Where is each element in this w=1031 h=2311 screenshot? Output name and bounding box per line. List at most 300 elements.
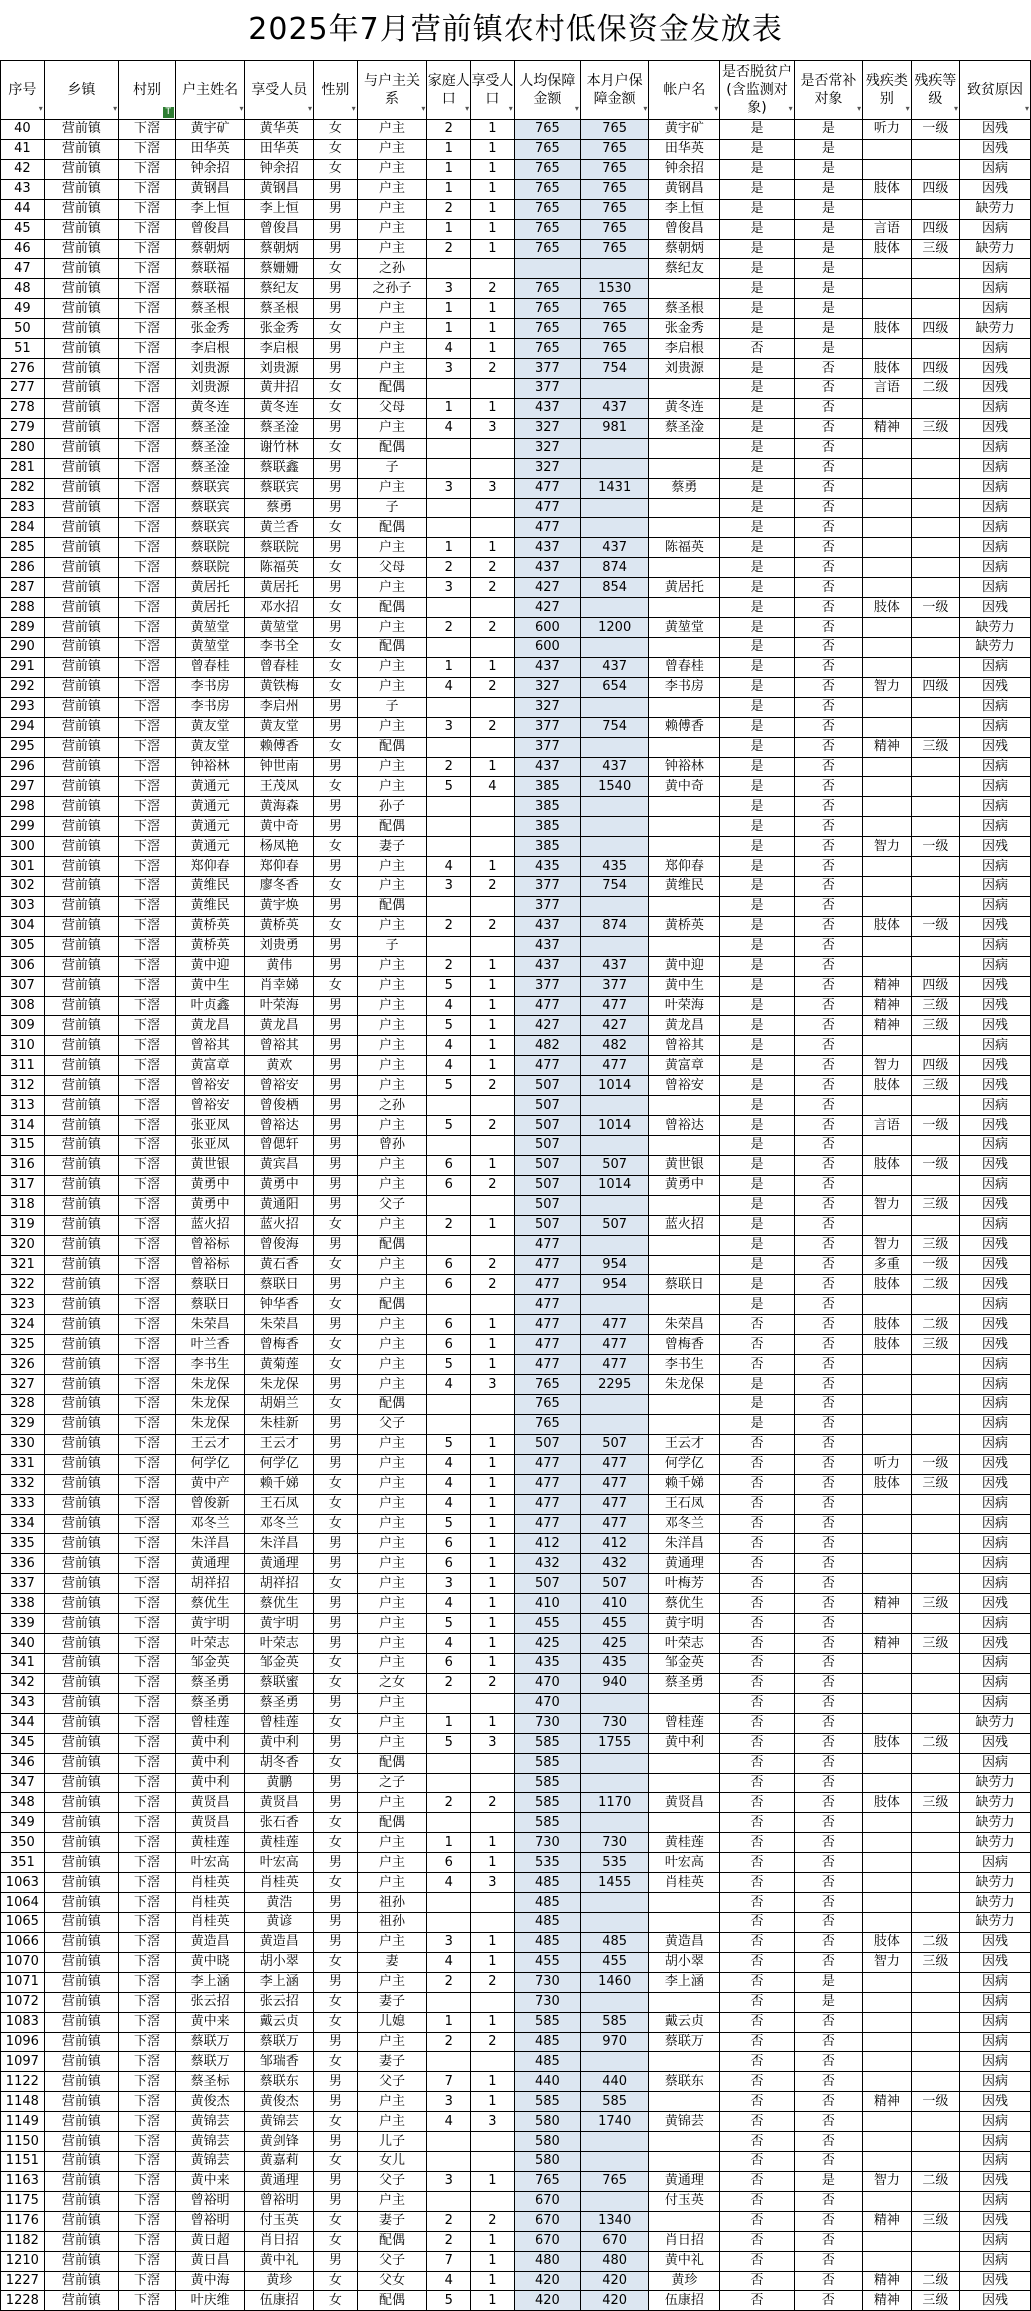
cell-householder[interactable]: 黄中利	[175, 1733, 245, 1753]
cell-gender[interactable]: 男	[313, 458, 357, 478]
cell-beneficiary[interactable]: 黄剑锋	[245, 2132, 314, 2152]
cell-gender[interactable]: 男	[313, 498, 357, 518]
cell-per-capita[interactable]: 765	[514, 199, 580, 219]
cell-relation[interactable]: 户主	[357, 478, 427, 498]
cell-seq[interactable]: 341	[1, 1653, 45, 1673]
cell-village[interactable]: 下滘	[119, 1713, 176, 1733]
cell-relation[interactable]: 户主	[357, 2191, 427, 2211]
cell-town[interactable]: 营前镇	[44, 1693, 118, 1713]
cell-relation[interactable]: 户主	[357, 1793, 427, 1813]
cell-disability-level[interactable]: 二级	[911, 378, 959, 398]
cell-account[interactable]: 蓝火招	[649, 1215, 720, 1235]
cell-cause[interactable]: 因残	[960, 1255, 1031, 1275]
cell-cause[interactable]: 因病	[960, 1673, 1031, 1693]
cell-gender[interactable]: 女	[313, 1295, 357, 1315]
cell-family-size[interactable]: 3	[427, 2171, 471, 2191]
cell-beneficiary[interactable]: 朱桂新	[245, 1414, 314, 1434]
cell-town[interactable]: 营前镇	[44, 916, 118, 936]
cell-cause[interactable]: 因残	[960, 1594, 1031, 1614]
cell-householder[interactable]: 李书生	[175, 1355, 245, 1375]
cell-per-capita[interactable]: 437	[514, 538, 580, 558]
cell-seq[interactable]: 330	[1, 1434, 45, 1454]
cell-household-amount[interactable]: 954	[580, 1275, 649, 1295]
cell-householder[interactable]: 黄维民	[175, 896, 245, 916]
cell-gender[interactable]: 男	[313, 817, 357, 837]
cell-per-capita[interactable]: 765	[514, 239, 580, 259]
cell-disability-level[interactable]	[911, 657, 959, 677]
cell-family-size[interactable]	[427, 1813, 471, 1833]
cell-account[interactable]: 黄中利	[649, 1733, 720, 1753]
cell-village[interactable]: 下滘	[119, 1315, 176, 1335]
cell-householder[interactable]: 蔡联福	[175, 259, 245, 279]
cell-cause[interactable]: 缺劳力	[960, 1713, 1031, 1733]
cell-beneficiary[interactable]: 黄中奇	[245, 817, 314, 837]
cell-account[interactable]	[649, 1235, 720, 1255]
cell-beneficiary-count[interactable]: 1	[471, 1833, 515, 1853]
cell-beneficiary-count[interactable]: 3	[471, 1733, 515, 1753]
cell-household-amount[interactable]: 455	[580, 1952, 649, 1972]
cell-per-capita[interactable]: 485	[514, 1873, 580, 1893]
cell-regular-subsidy[interactable]: 否	[794, 2291, 863, 2311]
cell-cause[interactable]: 因病	[960, 797, 1031, 817]
cell-account[interactable]	[649, 2132, 720, 2152]
cell-family-size[interactable]: 2	[427, 239, 471, 259]
cell-family-size[interactable]: 4	[427, 1594, 471, 1614]
col-header-beneficiary[interactable]: 享受人员 ▾	[245, 61, 314, 120]
col-header-disability-level[interactable]: 残疾等级 ▾	[911, 61, 959, 120]
cell-seq[interactable]: 281	[1, 458, 45, 478]
cell-disability-type[interactable]: 多重	[863, 1255, 911, 1275]
cell-town[interactable]: 营前镇	[44, 2132, 118, 2152]
cell-family-size[interactable]	[427, 2191, 471, 2211]
cell-account[interactable]	[649, 1992, 720, 2012]
cell-cause[interactable]: 因病	[960, 1753, 1031, 1773]
cell-disability-type[interactable]	[863, 817, 911, 837]
cell-per-capita[interactable]: 377	[514, 877, 580, 897]
cell-per-capita[interactable]: 507	[514, 1155, 580, 1175]
cell-seq[interactable]: 329	[1, 1414, 45, 1434]
cell-beneficiary-count[interactable]	[471, 438, 515, 458]
cell-householder[interactable]: 蔡圣勇	[175, 1693, 245, 1713]
cell-beneficiary-count[interactable]	[471, 1753, 515, 1773]
col-header-relation[interactable]: 与户主关系 ▾	[357, 61, 427, 120]
cell-household-amount[interactable]: 440	[580, 2072, 649, 2092]
cell-poverty-exit[interactable]: 否	[720, 2171, 794, 2191]
cell-family-size[interactable]: 3	[427, 877, 471, 897]
cell-householder[interactable]: 胡祥招	[175, 1574, 245, 1594]
cell-poverty-exit[interactable]: 是	[720, 498, 794, 518]
cell-disability-level[interactable]: 三级	[911, 2291, 959, 2311]
cell-family-size[interactable]	[427, 1096, 471, 1116]
cell-poverty-exit[interactable]: 否	[720, 1554, 794, 1574]
cell-family-size[interactable]: 4	[427, 418, 471, 438]
cell-disability-level[interactable]: 二级	[911, 2271, 959, 2291]
cell-gender[interactable]: 男	[313, 1972, 357, 1992]
cell-disability-type[interactable]: 智力	[863, 1195, 911, 1215]
cell-poverty-exit[interactable]: 否	[720, 1355, 794, 1375]
cell-disability-type[interactable]	[863, 1614, 911, 1634]
cell-beneficiary-count[interactable]: 2	[471, 1116, 515, 1136]
cell-gender[interactable]: 女	[313, 837, 357, 857]
cell-regular-subsidy[interactable]: 否	[794, 538, 863, 558]
cell-poverty-exit[interactable]: 否	[720, 2072, 794, 2092]
cell-beneficiary[interactable]: 张云招	[245, 1992, 314, 2012]
cell-household-amount[interactable]	[580, 1414, 649, 1434]
cell-beneficiary-count[interactable]: 1	[471, 1315, 515, 1335]
cell-per-capita[interactable]: 765	[514, 279, 580, 299]
cell-cause[interactable]: 因病	[960, 1036, 1031, 1056]
cell-beneficiary-count[interactable]: 3	[471, 478, 515, 498]
cell-town[interactable]: 营前镇	[44, 657, 118, 677]
cell-beneficiary[interactable]: 曾春桂	[245, 657, 314, 677]
cell-household-amount[interactable]: 765	[580, 319, 649, 339]
cell-village[interactable]: 下滘	[119, 398, 176, 418]
cell-disability-level[interactable]	[911, 697, 959, 717]
cell-disability-level[interactable]: 三级	[911, 239, 959, 259]
cell-relation[interactable]: 妻	[357, 1952, 427, 1972]
cell-family-size[interactable]	[427, 697, 471, 717]
cell-beneficiary-count[interactable]: 2	[471, 2211, 515, 2231]
cell-relation[interactable]: 户主	[357, 179, 427, 199]
cell-town[interactable]: 营前镇	[44, 1773, 118, 1793]
cell-gender[interactable]: 女	[313, 1215, 357, 1235]
cell-householder[interactable]: 黄中来	[175, 2012, 245, 2032]
cell-town[interactable]: 营前镇	[44, 1873, 118, 1893]
cell-beneficiary[interactable]: 王石凤	[245, 1494, 314, 1514]
cell-poverty-exit[interactable]: 否	[720, 1972, 794, 1992]
cell-cause[interactable]: 因病	[960, 1136, 1031, 1156]
cell-family-size[interactable]: 6	[427, 1853, 471, 1873]
cell-beneficiary[interactable]: 黄桂莲	[245, 1833, 314, 1853]
cell-per-capita[interactable]: 507	[514, 1574, 580, 1594]
cell-regular-subsidy[interactable]: 否	[794, 1255, 863, 1275]
cell-beneficiary[interactable]: 曾俊昌	[245, 219, 314, 239]
cell-cause[interactable]: 因残	[960, 139, 1031, 159]
cell-householder[interactable]: 黄堃堂	[175, 618, 245, 638]
cell-per-capita[interactable]: 327	[514, 677, 580, 697]
cell-poverty-exit[interactable]: 是	[720, 1016, 794, 1036]
cell-disability-type[interactable]	[863, 618, 911, 638]
cell-per-capita[interactable]: 377	[514, 976, 580, 996]
cell-poverty-exit[interactable]: 否	[720, 1833, 794, 1853]
cell-disability-level[interactable]: 二级	[911, 1733, 959, 1753]
cell-poverty-exit[interactable]: 否	[720, 1793, 794, 1813]
cell-disability-level[interactable]	[911, 259, 959, 279]
cell-account[interactable]	[649, 817, 720, 837]
cell-account[interactable]: 黄锦芸	[649, 2112, 720, 2132]
cell-disability-level[interactable]	[911, 1713, 959, 1733]
cell-regular-subsidy[interactable]: 否	[794, 956, 863, 976]
cell-cause[interactable]: 因残	[960, 1932, 1031, 1952]
cell-account[interactable]: 肖日招	[649, 2231, 720, 2251]
cell-beneficiary-count[interactable]: 2	[471, 677, 515, 697]
cell-householder[interactable]: 张金秀	[175, 319, 245, 339]
cell-regular-subsidy[interactable]: 否	[794, 697, 863, 717]
cell-householder[interactable]: 张亚凤	[175, 1136, 245, 1156]
cell-householder[interactable]: 黄锦芸	[175, 2132, 245, 2152]
cell-beneficiary[interactable]: 叶荣海	[245, 996, 314, 1016]
cell-relation[interactable]: 户主	[357, 996, 427, 1016]
cell-account[interactable]	[649, 1136, 720, 1156]
cell-disability-level[interactable]	[911, 1295, 959, 1315]
cell-beneficiary-count[interactable]	[471, 2132, 515, 2152]
cell-village[interactable]: 下滘	[119, 896, 176, 916]
cell-beneficiary-count[interactable]: 1	[471, 179, 515, 199]
cell-town[interactable]: 营前镇	[44, 2231, 118, 2251]
cell-account[interactable]: 曾春桂	[649, 657, 720, 677]
cell-disability-type[interactable]: 智力	[863, 1056, 911, 1076]
cell-beneficiary-count[interactable]: 4	[471, 777, 515, 797]
cell-account[interactable]: 胡小翠	[649, 1952, 720, 1972]
cell-household-amount[interactable]: 754	[580, 877, 649, 897]
cell-household-amount[interactable]: 535	[580, 1853, 649, 1873]
cell-disability-level[interactable]: 四级	[911, 179, 959, 199]
cell-beneficiary-count[interactable]: 2	[471, 359, 515, 379]
cell-disability-type[interactable]	[863, 1773, 911, 1793]
cell-village[interactable]: 下滘	[119, 1614, 176, 1634]
cell-seq[interactable]: 1097	[1, 2052, 45, 2072]
cell-per-capita[interactable]: 377	[514, 378, 580, 398]
cell-disability-level[interactable]	[911, 2072, 959, 2092]
cell-relation[interactable]: 户主	[357, 916, 427, 936]
cell-beneficiary[interactable]: 蔡圣根	[245, 299, 314, 319]
cell-seq[interactable]: 334	[1, 1514, 45, 1534]
cell-village[interactable]: 下滘	[119, 1275, 176, 1295]
cell-town[interactable]: 营前镇	[44, 598, 118, 618]
cell-beneficiary-count[interactable]: 1	[471, 1036, 515, 1056]
cell-regular-subsidy[interactable]: 否	[794, 1235, 863, 1255]
cell-gender[interactable]: 女	[313, 518, 357, 538]
cell-town[interactable]: 营前镇	[44, 637, 118, 657]
cell-cause[interactable]: 因病	[960, 697, 1031, 717]
cell-village[interactable]: 下滘	[119, 2052, 176, 2072]
cell-household-amount[interactable]: 480	[580, 2251, 649, 2271]
cell-household-amount[interactable]: 412	[580, 1534, 649, 1554]
cell-family-size[interactable]: 1	[427, 2012, 471, 2032]
cell-disability-type[interactable]: 肢体	[863, 1733, 911, 1753]
cell-householder[interactable]: 曾俊昌	[175, 219, 245, 239]
cell-gender[interactable]: 男	[313, 1893, 357, 1913]
cell-household-amount[interactable]: 874	[580, 916, 649, 936]
cell-cause[interactable]: 因病	[960, 458, 1031, 478]
cell-poverty-exit[interactable]: 是	[720, 657, 794, 677]
cell-disability-level[interactable]	[911, 1434, 959, 1454]
cell-gender[interactable]: 女	[313, 2231, 357, 2251]
cell-family-size[interactable]: 4	[427, 857, 471, 877]
cell-household-amount[interactable]: 437	[580, 757, 649, 777]
cell-beneficiary-count[interactable]: 2	[471, 1175, 515, 1195]
cell-account[interactable]: 邓冬兰	[649, 1514, 720, 1534]
cell-regular-subsidy[interactable]: 否	[794, 1036, 863, 1056]
cell-town[interactable]: 营前镇	[44, 2271, 118, 2291]
cell-disability-type[interactable]	[863, 1693, 911, 1713]
cell-gender[interactable]: 女	[313, 2291, 357, 2311]
cell-family-size[interactable]: 3	[427, 578, 471, 598]
cell-beneficiary-count[interactable]	[471, 2191, 515, 2211]
cell-beneficiary-count[interactable]: 1	[471, 956, 515, 976]
cell-account[interactable]	[649, 1893, 720, 1913]
cell-cause[interactable]: 因残	[960, 1952, 1031, 1972]
cell-household-amount[interactable]: 410	[580, 1594, 649, 1614]
cell-regular-subsidy[interactable]: 否	[794, 1514, 863, 1534]
cell-family-size[interactable]: 4	[427, 1375, 471, 1395]
cell-beneficiary[interactable]: 黄井招	[245, 378, 314, 398]
cell-gender[interactable]: 女	[313, 259, 357, 279]
cell-account[interactable]	[649, 518, 720, 538]
cell-cause[interactable]: 因病	[960, 1614, 1031, 1634]
cell-cause[interactable]: 因残	[960, 996, 1031, 1016]
cell-disability-level[interactable]	[911, 2132, 959, 2152]
cell-seq[interactable]: 1148	[1, 2092, 45, 2112]
cell-per-capita[interactable]: 477	[514, 1295, 580, 1315]
cell-disability-level[interactable]	[911, 1414, 959, 1434]
cell-village[interactable]: 下滘	[119, 1016, 176, 1036]
cell-disability-type[interactable]: 肢体	[863, 239, 911, 259]
cell-per-capita[interactable]: 765	[514, 120, 580, 140]
cell-cause[interactable]: 因病	[960, 578, 1031, 598]
cell-cause[interactable]: 因病	[960, 2251, 1031, 2271]
cell-beneficiary[interactable]: 戴云贞	[245, 2012, 314, 2032]
cell-beneficiary-count[interactable]: 1	[471, 2171, 515, 2191]
cell-village[interactable]: 下滘	[119, 916, 176, 936]
cell-disability-type[interactable]	[863, 1036, 911, 1056]
cell-village[interactable]: 下滘	[119, 1873, 176, 1893]
cell-family-size[interactable]: 4	[427, 2112, 471, 2132]
cell-cause[interactable]: 因病	[960, 1534, 1031, 1554]
cell-disability-level[interactable]	[911, 2112, 959, 2132]
cell-poverty-exit[interactable]: 否	[720, 2132, 794, 2152]
cell-regular-subsidy[interactable]: 否	[794, 1753, 863, 1773]
cell-per-capita[interactable]: 485	[514, 2032, 580, 2052]
cell-household-amount[interactable]: 477	[580, 996, 649, 1016]
cell-poverty-exit[interactable]: 否	[720, 1494, 794, 1514]
cell-regular-subsidy[interactable]: 否	[794, 1793, 863, 1813]
cell-regular-subsidy[interactable]: 否	[794, 777, 863, 797]
cell-family-size[interactable]: 4	[427, 1474, 471, 1494]
cell-account[interactable]	[649, 837, 720, 857]
cell-householder[interactable]: 蔡联宾	[175, 478, 245, 498]
cell-town[interactable]: 营前镇	[44, 2052, 118, 2072]
cell-household-amount[interactable]	[580, 1195, 649, 1215]
cell-cause[interactable]: 因残	[960, 598, 1031, 618]
cell-per-capita[interactable]: 765	[514, 339, 580, 359]
cell-per-capita[interactable]: 477	[514, 1255, 580, 1275]
cell-beneficiary-count[interactable]: 1	[471, 120, 515, 140]
cell-gender[interactable]: 女	[313, 637, 357, 657]
cell-householder[interactable]: 邓冬兰	[175, 1514, 245, 1534]
cell-poverty-exit[interactable]: 是	[720, 259, 794, 279]
cell-cause[interactable]: 因残	[960, 179, 1031, 199]
cell-account[interactable]: 黄宇矿	[649, 120, 720, 140]
cell-regular-subsidy[interactable]: 否	[794, 1375, 863, 1395]
cell-family-size[interactable]: 6	[427, 1155, 471, 1175]
cell-village[interactable]: 下滘	[119, 359, 176, 379]
cell-per-capita[interactable]: 485	[514, 1932, 580, 1952]
cell-seq[interactable]: 322	[1, 1275, 45, 1295]
cell-household-amount[interactable]: 765	[580, 239, 649, 259]
cell-seq[interactable]: 319	[1, 1215, 45, 1235]
cell-seq[interactable]: 289	[1, 618, 45, 638]
cell-relation[interactable]: 妻子	[357, 2211, 427, 2231]
cell-disability-level[interactable]	[911, 757, 959, 777]
cell-poverty-exit[interactable]: 否	[720, 1434, 794, 1454]
cell-gender[interactable]: 女	[313, 1952, 357, 1972]
cell-relation[interactable]: 户主	[357, 1614, 427, 1634]
cell-poverty-exit[interactable]: 否	[720, 1733, 794, 1753]
cell-householder[interactable]: 蓝火招	[175, 1215, 245, 1235]
cell-disability-type[interactable]	[863, 2112, 911, 2132]
cell-disability-level[interactable]	[911, 637, 959, 657]
cell-per-capita[interactable]: 765	[514, 1395, 580, 1415]
cell-account[interactable]: 邹金英	[649, 1653, 720, 1673]
cell-seq[interactable]: 303	[1, 896, 45, 916]
cell-poverty-exit[interactable]: 是	[720, 239, 794, 259]
cell-poverty-exit[interactable]: 是	[720, 797, 794, 817]
cell-disability-level[interactable]: 三级	[911, 1793, 959, 1813]
cell-relation[interactable]: 户主	[357, 1733, 427, 1753]
cell-poverty-exit[interactable]: 否	[720, 1893, 794, 1913]
cell-relation[interactable]: 户主	[357, 120, 427, 140]
cell-cause[interactable]: 因残	[960, 1315, 1031, 1335]
cell-disability-type[interactable]: 精神	[863, 2291, 911, 2311]
cell-gender[interactable]: 男	[313, 956, 357, 976]
cell-householder[interactable]: 叶荣志	[175, 1634, 245, 1654]
cell-disability-type[interactable]	[863, 697, 911, 717]
cell-cause[interactable]: 因残	[960, 1235, 1031, 1255]
cell-poverty-exit[interactable]: 是	[720, 817, 794, 837]
cell-householder[interactable]: 蔡联万	[175, 2052, 245, 2072]
cell-beneficiary[interactable]: 肖日招	[245, 2231, 314, 2251]
cell-per-capita[interactable]: 470	[514, 1693, 580, 1713]
cell-poverty-exit[interactable]: 是	[720, 1116, 794, 1136]
cell-town[interactable]: 营前镇	[44, 1295, 118, 1315]
cell-beneficiary[interactable]: 黄欢	[245, 1056, 314, 1076]
cell-seq[interactable]: 1083	[1, 2012, 45, 2032]
cell-beneficiary[interactable]: 赖千娣	[245, 1474, 314, 1494]
cell-household-amount[interactable]: 765	[580, 219, 649, 239]
cell-family-size[interactable]: 4	[427, 1494, 471, 1514]
cell-regular-subsidy[interactable]: 否	[794, 1414, 863, 1434]
cell-seq[interactable]: 45	[1, 219, 45, 239]
cell-cause[interactable]: 因病	[960, 717, 1031, 737]
cell-disability-type[interactable]	[863, 2251, 911, 2271]
cell-beneficiary-count[interactable]	[471, 1813, 515, 1833]
cell-gender[interactable]: 男	[313, 936, 357, 956]
cell-per-capita[interactable]: 477	[514, 1056, 580, 1076]
cell-regular-subsidy[interactable]: 是	[794, 139, 863, 159]
cell-regular-subsidy[interactable]: 否	[794, 1335, 863, 1355]
cell-account[interactable]: 黄钢昌	[649, 179, 720, 199]
cell-village[interactable]: 下滘	[119, 339, 176, 359]
cell-seq[interactable]: 291	[1, 657, 45, 677]
cell-seq[interactable]: 292	[1, 677, 45, 697]
cell-householder[interactable]: 黄锦芸	[175, 2152, 245, 2172]
cell-town[interactable]: 营前镇	[44, 1893, 118, 1913]
cell-per-capita[interactable]: 377	[514, 896, 580, 916]
cell-gender[interactable]: 男	[313, 757, 357, 777]
cell-seq[interactable]: 1227	[1, 2271, 45, 2291]
cell-beneficiary-count[interactable]	[471, 378, 515, 398]
cell-beneficiary[interactable]: 曾桂莲	[245, 1713, 314, 1733]
cell-poverty-exit[interactable]: 是	[720, 1056, 794, 1076]
cell-householder[interactable]: 蔡圣淦	[175, 458, 245, 478]
cell-beneficiary[interactable]: 蓝火招	[245, 1215, 314, 1235]
cell-disability-level[interactable]: 三级	[911, 1076, 959, 1096]
cell-village[interactable]: 下滘	[119, 1056, 176, 1076]
cell-beneficiary-count[interactable]	[471, 697, 515, 717]
cell-disability-level[interactable]	[911, 2012, 959, 2032]
cell-relation[interactable]: 父子	[357, 1195, 427, 1215]
